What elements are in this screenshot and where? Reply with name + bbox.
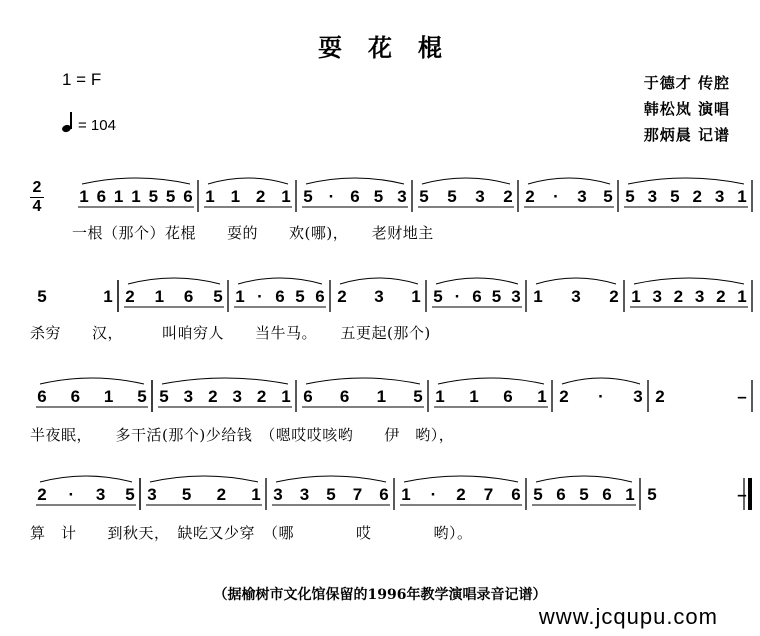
note-2-5-3: 6 xyxy=(472,287,482,306)
note-4-4-2: · xyxy=(430,485,437,504)
slur xyxy=(438,378,544,384)
note-1-6-6: 1 xyxy=(737,187,747,206)
credit-transcriber: 那炳晨 记谱 xyxy=(643,126,730,144)
credit-singer: 韩松岚 演唱 xyxy=(643,100,730,118)
note-2-4-2: 3 xyxy=(374,287,384,306)
time-signature-top: 2 xyxy=(32,179,42,196)
note-2-7-3: 2 xyxy=(673,287,684,306)
slur xyxy=(634,278,744,284)
slur xyxy=(128,278,220,284)
note-1-3-1: 5 xyxy=(303,187,313,206)
note-1-5-2: · xyxy=(553,187,559,206)
tempo-value: = 104 xyxy=(78,117,116,134)
note-2-5-2: · xyxy=(454,287,461,306)
note-1-4-3: 3 xyxy=(475,187,485,206)
note-3-5-1: 2 xyxy=(559,387,569,406)
note-1-5-1: 2 xyxy=(525,187,535,206)
note-1-2-4: 1 xyxy=(281,187,291,206)
note-3-3-2: 6 xyxy=(339,387,350,406)
note-3-3-1: 6 xyxy=(303,387,313,406)
note-1-1-4: 1 xyxy=(131,187,141,206)
note-2-1-1: 5 xyxy=(37,287,47,306)
note-3-1-4: 5 xyxy=(137,387,147,406)
note-4-5-1: 5 xyxy=(533,485,543,504)
note-1-1-6: 5 xyxy=(165,187,176,206)
note-1-1-5: 5 xyxy=(148,187,159,206)
note-4-4-5: 6 xyxy=(511,485,521,504)
note-2-2-3: 6 xyxy=(183,287,194,306)
note-1-3-5: 3 xyxy=(397,187,407,206)
note-2-3-4: 5 xyxy=(295,287,305,306)
time-signature-bottom: 4 xyxy=(32,198,42,215)
note-2-2-2: 1 xyxy=(154,287,165,306)
note-3-2-5: 2 xyxy=(256,387,267,406)
note-1-2-1: 1 xyxy=(205,187,215,206)
slur xyxy=(306,178,404,184)
note-1-3-4: 5 xyxy=(373,187,384,206)
note-2-6-2: 3 xyxy=(571,287,581,306)
note-2-5-1: 5 xyxy=(433,287,443,306)
slur xyxy=(306,378,420,384)
note-4-2-3: 2 xyxy=(216,485,227,504)
note-2-2-1: 2 xyxy=(125,287,135,306)
note-2-4-3: 1 xyxy=(411,287,421,306)
key-signature: 1 = F xyxy=(62,70,102,89)
note-4-1-3: 3 xyxy=(95,485,106,504)
note-2-7-2: 3 xyxy=(652,287,662,306)
note-3-3-3: 1 xyxy=(376,387,387,406)
note-2-5-5: 3 xyxy=(511,287,521,306)
slur xyxy=(276,476,386,482)
note-4-1-2: · xyxy=(68,485,75,504)
note-4-5-2: 6 xyxy=(556,485,566,504)
note-3-2-3: 2 xyxy=(208,387,218,406)
note-4-3-4: 7 xyxy=(352,485,363,504)
note-4-5-4: 6 xyxy=(602,485,612,504)
note-3-6-1: 2 xyxy=(655,387,665,406)
note-4-4-1: 1 xyxy=(401,485,411,504)
note-1-5-4: 5 xyxy=(603,187,613,206)
note-3-5-3: 3 xyxy=(633,387,643,406)
note-1-6-4: 2 xyxy=(692,187,702,206)
note-3-2-4: 3 xyxy=(232,387,242,406)
note-2-3-5: 6 xyxy=(315,287,325,306)
note-1-2-3: 2 xyxy=(255,187,266,206)
slur xyxy=(40,476,132,482)
lyric-line-1: 一根（那个）花棍 耍的 欢(哪)， 老财地主 xyxy=(72,224,434,242)
note-4-5-3: 5 xyxy=(579,485,589,504)
lyric-line-4: 算 计 到秋天， 缺吃又少穿 （哪 哎 哟）。 xyxy=(30,524,473,542)
slur xyxy=(562,378,640,384)
note-1-2-2: 1 xyxy=(230,187,241,206)
note-4-4-4: 7 xyxy=(483,485,494,504)
note-3-2-1: 5 xyxy=(159,387,169,406)
slur xyxy=(82,178,190,184)
note-4-5-5: 1 xyxy=(625,485,635,504)
note-3-5-2: · xyxy=(598,387,604,406)
note-2-4-1: 2 xyxy=(337,287,347,306)
note-4-6-1: 5 xyxy=(647,485,657,504)
note-2-5-4: 5 xyxy=(491,287,502,306)
note-3-2-6: 1 xyxy=(281,387,291,406)
note-1-1-1: 1 xyxy=(79,187,89,206)
note-1-4-2: 5 xyxy=(447,187,457,206)
note-2-3-2: · xyxy=(257,287,263,306)
note-3-1-1: 6 xyxy=(37,387,47,406)
slur xyxy=(436,278,518,284)
note-1-1-7: 6 xyxy=(183,187,193,206)
note-2-7-6: 1 xyxy=(737,287,747,306)
slur xyxy=(404,476,518,482)
lyric-line-3: 半夜眠， 多干活(那个)少给钱 （嗯哎哎咳哟 伊 哟）， xyxy=(30,426,455,444)
note-1-5-3: 3 xyxy=(577,187,587,206)
note-1-3-3: 6 xyxy=(350,187,360,206)
note-3-1-3: 1 xyxy=(103,387,114,406)
note-2-2-4: 5 xyxy=(213,287,223,306)
note-2-6-3: 2 xyxy=(609,287,619,306)
note-3-4-2: 1 xyxy=(469,387,479,406)
note-1-6-5: 3 xyxy=(714,187,725,206)
source-note: （据榆树市文化馆保留的1996年教学演唱录音记谱） xyxy=(213,587,547,603)
note-1-1-3: 1 xyxy=(113,187,124,206)
slur xyxy=(340,278,418,284)
slur xyxy=(628,178,744,184)
note-2-7-4: 3 xyxy=(694,287,705,306)
page-title: 耍花棍 xyxy=(318,33,468,62)
note-4-3-1: 3 xyxy=(273,485,283,504)
note-3-4-4: 1 xyxy=(537,387,547,406)
slur xyxy=(162,378,288,384)
slur xyxy=(422,178,510,184)
note-1-6-1: 5 xyxy=(625,187,635,206)
slur xyxy=(238,278,322,284)
slur xyxy=(536,476,632,482)
slur xyxy=(208,178,288,184)
note-4-3-3: 5 xyxy=(326,485,336,504)
note-2-7-5: 2 xyxy=(716,287,726,306)
note-1-4-1: 5 xyxy=(419,187,429,206)
slur xyxy=(150,476,258,482)
watermark: www.jcqupu.com xyxy=(538,604,718,629)
slur xyxy=(40,378,144,384)
note-3-4-3: 6 xyxy=(503,387,513,406)
note-4-6-2: – xyxy=(737,485,747,504)
note-1-3-2: · xyxy=(328,187,335,206)
note-1-4-4: 2 xyxy=(503,187,513,206)
slur xyxy=(528,178,610,184)
note-2-6-1: 1 xyxy=(533,287,543,306)
note-4-3-2: 3 xyxy=(299,485,310,504)
note-2-3-1: 1 xyxy=(235,287,245,306)
note-4-2-2: 5 xyxy=(181,485,192,504)
note-4-2-1: 3 xyxy=(147,485,157,504)
note-4-4-3: 2 xyxy=(456,485,466,504)
note-1-6-2: 3 xyxy=(647,187,658,206)
slur xyxy=(536,278,616,284)
note-3-1-2: 6 xyxy=(70,387,81,406)
note-4-1-4: 5 xyxy=(125,485,135,504)
note-1-6-3: 5 xyxy=(670,187,680,206)
note-3-4-1: 1 xyxy=(435,387,445,406)
lyric-line-2: 杀穷 汉， 叫咱穷人 当牛马。 五更起(那个) xyxy=(30,324,431,342)
note-3-6-2: – xyxy=(737,387,747,406)
note-2-7-1: 1 xyxy=(631,287,641,306)
note-2-1-2: 1 xyxy=(103,287,113,306)
note-4-2-4: 1 xyxy=(251,485,261,504)
note-4-1-1: 2 xyxy=(37,485,47,504)
note-3-2-2: 3 xyxy=(183,387,194,406)
credit-arranger: 于德才 传腔 xyxy=(643,74,730,92)
note-1-1-2: 6 xyxy=(96,187,107,206)
note-4-3-5: 6 xyxy=(379,485,389,504)
note-2-3-3: 6 xyxy=(275,287,285,306)
note-3-3-4: 5 xyxy=(413,387,423,406)
